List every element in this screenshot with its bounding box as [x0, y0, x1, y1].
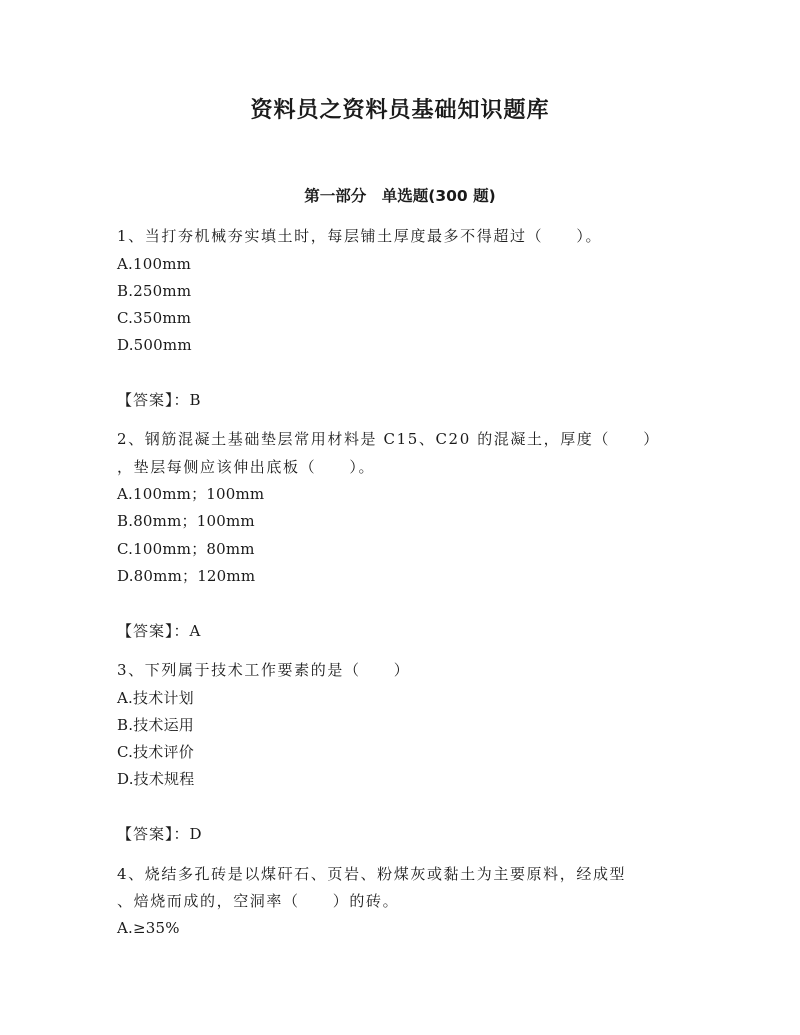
- section-heading: 第一部分 单选题(300 题): [304, 187, 496, 205]
- question-1-option-b: B.250mm: [117, 282, 192, 300]
- question-3-option-c: C.技术评价: [117, 743, 194, 761]
- question-2-option-a: A.100mm；100mm: [117, 485, 265, 503]
- question-4-text-line-1: 4、烧结多孔砖是以煤矸石、页岩、粉煤灰或黏土为主要原料，经成型: [117, 865, 627, 883]
- question-1-option-d: D.500mm: [117, 336, 192, 354]
- question-1-text: 1、当打夯机械夯实填土时，每层铺土厚度最多不得超过（ ）。: [117, 227, 603, 245]
- question-4-option-a: A.≥35%: [117, 919, 180, 937]
- question-2-option-d: D.80mm；120mm: [117, 567, 256, 585]
- question-2-answer: 【答案】：A: [117, 622, 202, 640]
- question-3-text: 3、下列属于技术工作要素的是（ ）: [117, 661, 411, 679]
- question-2-option-b: B.80mm；100mm: [117, 512, 255, 530]
- question-2-option-c: C.100mm；80mm: [117, 540, 255, 558]
- question-1-answer: 【答案】：B: [117, 391, 202, 409]
- question-2-text-line-2: ，垫层每侧应该伸出底板（ ）。: [117, 458, 376, 476]
- question-1-option-a: A.100mm: [117, 255, 192, 273]
- question-3-option-d: D.技术规程: [117, 770, 195, 788]
- question-3-option-a: A.技术计划: [117, 689, 194, 707]
- question-1-option-c: C.350mm: [117, 309, 192, 327]
- question-3-option-b: B.技术运用: [117, 716, 194, 734]
- question-3-answer: 【答案】：D: [117, 825, 203, 843]
- question-2-text-line-1: 2、钢筋混凝土基础垫层常用材料是 C15、C20 的混凝土，厚度（ ）: [117, 430, 660, 448]
- question-4-text-line-2: 、焙烧而成的，空洞率（ ）的砖。: [117, 892, 400, 910]
- document-title: 资料员之资料员基础知识题库: [250, 98, 550, 123]
